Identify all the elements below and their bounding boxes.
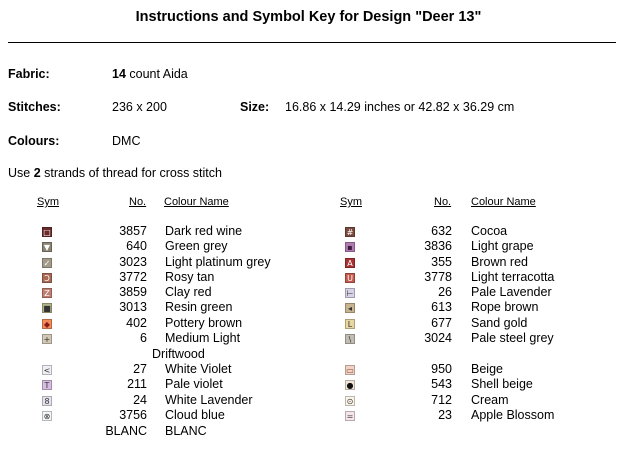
size-label: Size: (240, 100, 270, 114)
colour-name: BLANC (165, 424, 207, 438)
down-triangle-icon: ▼ (43, 243, 51, 252)
colour-name: Clay red (165, 285, 212, 299)
colour-name: Pottery brown (165, 316, 243, 330)
strands-suffix: strands of thread for cross stitch (40, 166, 222, 180)
colour-number: 3772 (119, 270, 147, 284)
stitches-label: Stitches: (8, 100, 61, 114)
colour-name: Cream (471, 393, 509, 407)
colour-name: Brown red (471, 255, 528, 269)
filled-square-icon: ■ (43, 304, 51, 313)
colour-name: Cocoa (471, 224, 508, 238)
colour-name: Resin green (165, 300, 233, 314)
colours-label: Colours: (8, 134, 60, 148)
circled-x-icon: ⊗ (43, 412, 51, 421)
colour-name: Pale steel grey (471, 331, 554, 345)
check-icon: ✓ (43, 259, 51, 268)
colour-name: Rosy tan (165, 270, 215, 284)
right-name-header: Colour Name (471, 196, 536, 208)
colour-name: Light platinum grey (165, 255, 271, 269)
colour-name: Cloud blue (165, 408, 225, 422)
colour-name: Green grey (165, 239, 228, 253)
document-title: Instructions and Symbol Key for Design "Deer 13" (135, 9, 482, 25)
colour-name: Rope brown (471, 300, 539, 314)
backslash-icon: \ (345, 334, 355, 344)
colour-number: BLANC (105, 424, 147, 438)
colour-number: 3778 (424, 270, 452, 284)
colour-name: Pale violet (165, 377, 223, 391)
left-no-header: No. (129, 196, 147, 208)
colour-name: Dark red wine (165, 224, 243, 238)
colour-number: 3836 (424, 239, 452, 253)
colour-name: Light terracotta (471, 270, 555, 284)
size-value: 16.86 x 14.29 inches or 42.82 x 36.29 cm (285, 100, 515, 114)
fabric-label: Fabric: (8, 67, 50, 81)
dot-icon: ● (346, 381, 354, 390)
stitches-value: 236 x 200 (112, 100, 167, 114)
title-divider (8, 42, 616, 43)
colour-number: 6 (140, 331, 147, 345)
tack-icon: ⊢ (346, 289, 354, 298)
colour-name: Beige (471, 362, 503, 376)
colour-name: White Violet (165, 362, 232, 376)
colour-name: Light grape (471, 239, 534, 253)
diamond-icon: ◆ (43, 320, 51, 329)
colour-number: 26 (438, 285, 452, 299)
hollow-square-icon: □ (43, 228, 51, 237)
hash-icon: # (346, 228, 354, 237)
fabric-type: count Aida (125, 67, 188, 81)
plus-icon: + (43, 335, 51, 344)
colour-number: 3859 (119, 285, 147, 299)
name-continuation: Driftwood (152, 347, 205, 361)
colour-number: 211 (127, 377, 147, 391)
right-sym-header: Sym (340, 196, 362, 208)
colour-number: 355 (431, 255, 452, 269)
strands-instruction (8, 166, 222, 180)
colour-name: Shell beige (471, 377, 533, 391)
u-icon: U (345, 273, 355, 283)
strands-count: 2 (33, 166, 41, 180)
colour-number: 613 (431, 300, 452, 314)
l-icon: L (345, 319, 355, 329)
t-icon: T (42, 380, 52, 390)
right-no-header: No. (434, 196, 452, 208)
strands-prefix: Use (8, 166, 34, 180)
colour-number: 543 (431, 377, 452, 391)
z-icon: Z (42, 288, 52, 298)
colour-number: 27 (133, 362, 147, 376)
colour-number: 402 (126, 316, 147, 330)
colour-number: 712 (431, 393, 452, 407)
colours-value: DMC (112, 134, 141, 148)
colour-number: 3024 (424, 331, 452, 345)
fabric-count: 14 (112, 67, 126, 81)
colour-number: 3756 (119, 408, 147, 422)
a-icon: A (345, 258, 355, 268)
colour-name: White Lavender (165, 393, 253, 407)
colour-number: 24 (133, 393, 147, 407)
small-square-icon: ▪ (345, 242, 355, 252)
colour-number: 632 (431, 224, 452, 238)
colour-number: 3857 (119, 224, 147, 238)
colour-number: 950 (431, 362, 452, 376)
colour-name: Sand gold (471, 316, 528, 330)
eight-icon: 8 (42, 396, 52, 406)
colour-name: Apple Blossom (471, 408, 555, 422)
less-than-icon: < (43, 366, 51, 375)
circled-dot-icon: ⊙ (346, 397, 354, 406)
equals-icon: = (346, 412, 354, 421)
colour-number: 23 (438, 408, 452, 422)
left-name-header: Colour Name (164, 196, 229, 208)
left-pointer-icon: ◂ (345, 303, 355, 313)
fabric-value (112, 67, 188, 81)
colour-name: Pale Lavender (471, 285, 552, 299)
left-sym-header: Sym (37, 196, 59, 208)
rectangle-icon: ▭ (346, 366, 354, 375)
colour-name: Medium Light (165, 331, 241, 345)
colour-number: 3023 (119, 255, 147, 269)
colour-number: 640 (126, 239, 147, 253)
colour-number: 3013 (119, 300, 147, 314)
colour-number: 677 (431, 316, 452, 330)
reversed-c-icon: Ↄ (42, 273, 52, 283)
